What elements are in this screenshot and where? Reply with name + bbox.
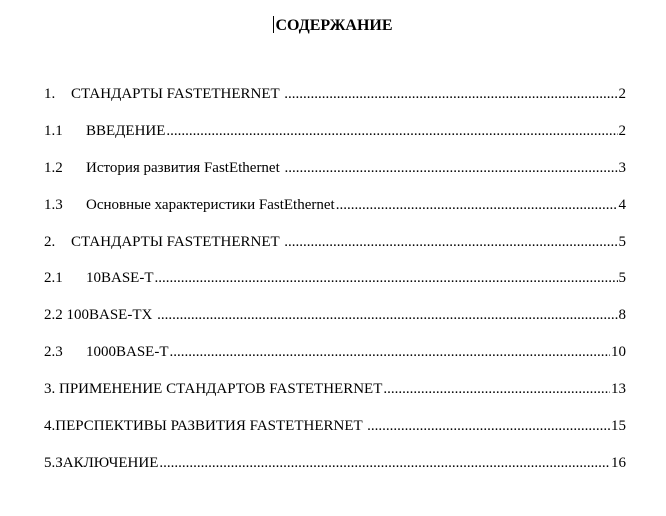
toc-dot-leader (170, 342, 611, 362)
toc-entry[interactable] (44, 232, 626, 269)
table-of-contents (44, 84, 626, 490)
toc-entry-title: 1000BASE-T (86, 344, 169, 361)
toc-dot-leader (166, 121, 617, 141)
toc-dot-leader (284, 232, 617, 252)
toc-dot-leader (285, 158, 618, 178)
toc-entry-title: ВВЕДЕНИЕ (86, 122, 166, 139)
toc-entry[interactable] (44, 305, 626, 342)
toc-entry-number: 1.1 (44, 122, 63, 139)
toc-entry[interactable] (44, 121, 626, 158)
toc-entry-page: 5 (618, 233, 626, 250)
toc-entry[interactable] (44, 379, 626, 416)
toc-entry-number: 2.1 (44, 270, 63, 287)
toc-entry-page: 8 (618, 307, 626, 324)
toc-entry-page: 2 (618, 86, 626, 102)
toc-entry-page: 10 (611, 344, 626, 361)
toc-dot-leader (155, 268, 618, 288)
toc-entry[interactable] (44, 268, 626, 305)
toc-entry[interactable] (44, 453, 626, 490)
toc-entry[interactable] (44, 158, 626, 195)
toc-dot-leader (383, 379, 610, 399)
toc-entry-number: 5. (44, 454, 56, 471)
toc-entry-page: 3 (618, 159, 626, 176)
toc-dot-leader (284, 84, 617, 104)
toc-entry-page: 16 (611, 454, 626, 471)
toc-entry-page: 2 (618, 122, 626, 139)
toc-entry-number: 2.2 (44, 307, 67, 324)
toc-entry-title: ПЕРСПЕКТИВЫ РАЗВИТИЯ FASTETHERNET (55, 418, 367, 435)
toc-dot-leader (157, 305, 617, 325)
toc-entry-title: ПРИМЕНЕНИЕ СТАНДАРТОВ FASTETHERNET (59, 381, 383, 398)
toc-entry-page: 15 (611, 418, 626, 435)
toc-entry-number: 1.3 (44, 196, 63, 213)
toc-entry-title: 10BASE-T (86, 270, 154, 287)
toc-entry-title: История развития FastEthernet (86, 159, 284, 176)
toc-entry-title: СТАНДАРТЫ FASTETHERNET (71, 233, 284, 250)
toc-entry-number: 1. (44, 86, 56, 102)
toc-entry-title: ЗАКЛЮЧЕНИЕ (55, 454, 159, 471)
toc-entry-number: 3. (44, 381, 59, 398)
toc-entry[interactable] (44, 416, 626, 453)
toc-entry[interactable] (44, 342, 626, 379)
toc-entry-title: 100BASE-TX (66, 307, 157, 324)
toc-entry-number: 1.2 (44, 159, 63, 176)
toc-dot-leader (367, 416, 610, 436)
toc-entry[interactable] (44, 84, 626, 121)
toc-entry-title: Основные характеристики FastEthernet (86, 196, 335, 213)
toc-entry-page: 4 (618, 196, 626, 213)
toc-entry-number: 2. (44, 233, 56, 250)
toc-entry[interactable] (44, 195, 626, 232)
page-title: СОДЕРЖАНИЕ (275, 17, 393, 34)
toc-entry-number: 4. (44, 418, 56, 435)
toc-entry-page: 13 (611, 381, 626, 398)
toc-entry-number: 2.3 (44, 344, 63, 361)
toc-entry-title: СТАНДАРТЫ FASTETHERNET (71, 86, 284, 102)
toc-dot-leader (159, 453, 610, 473)
toc-dot-leader (336, 195, 618, 215)
toc-entry-page: 5 (618, 270, 626, 287)
